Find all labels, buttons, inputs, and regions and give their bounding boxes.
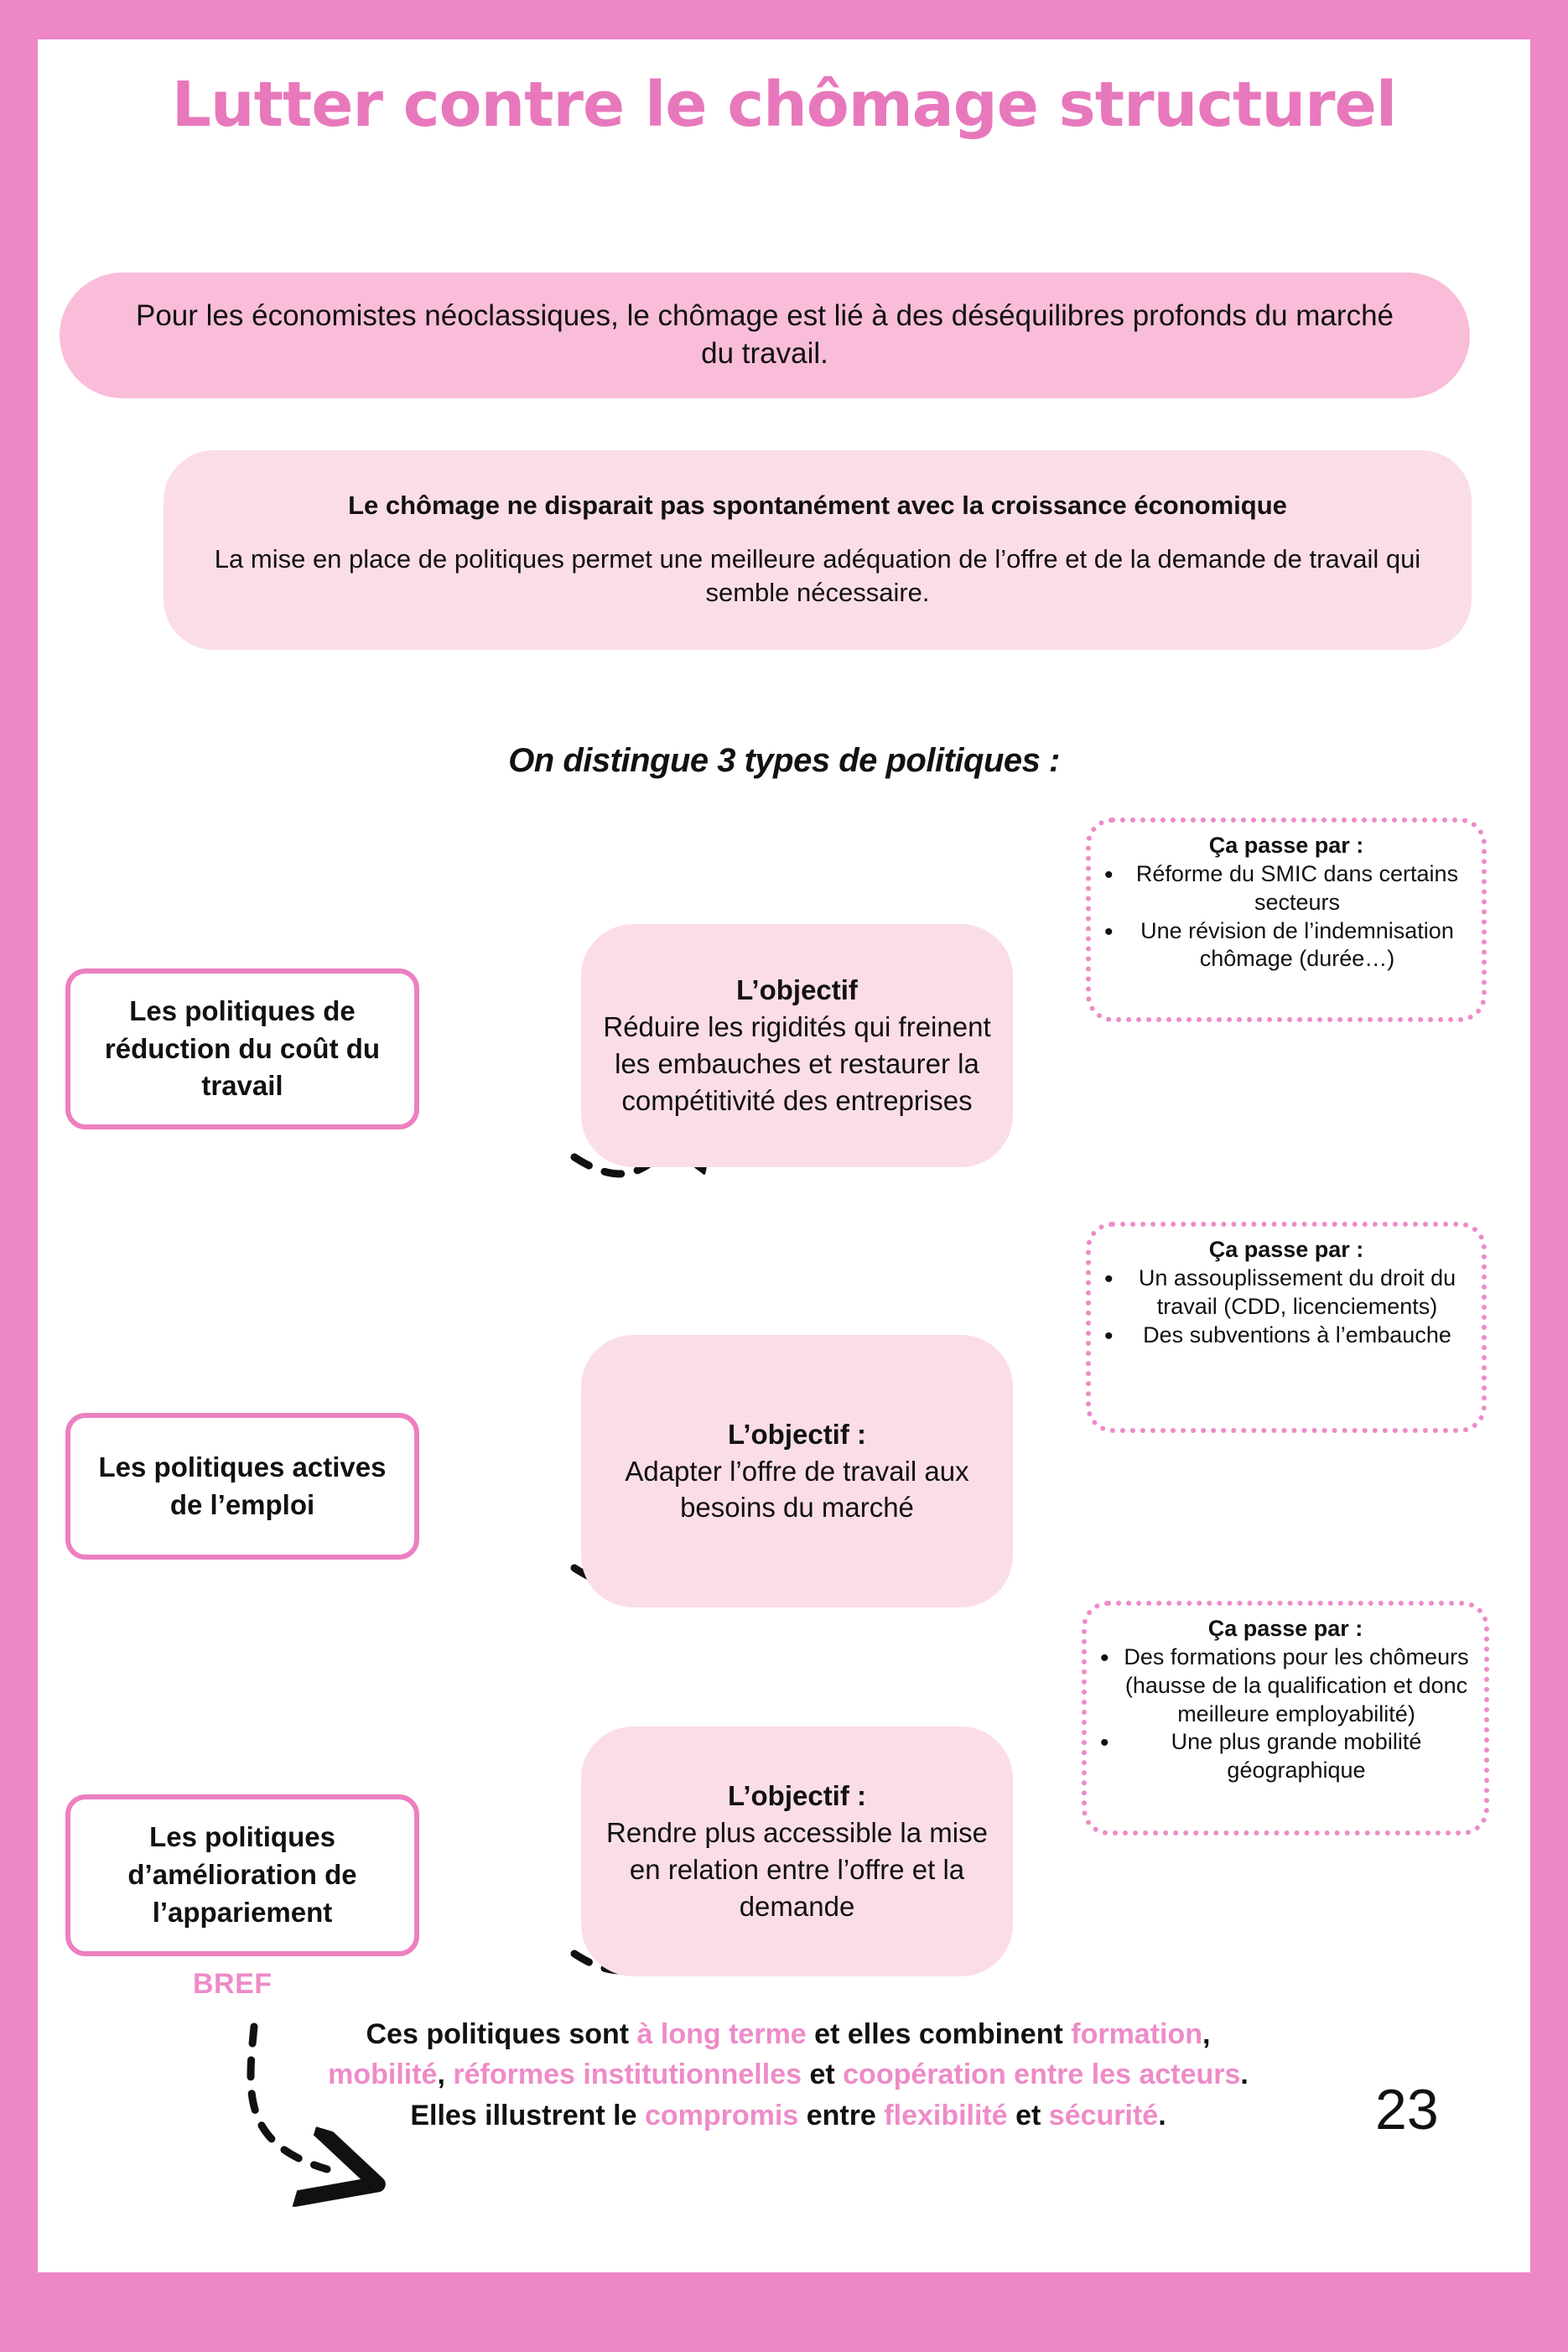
conclusion-plain: et [802, 2059, 844, 2091]
means-card-3[interactable] [1082, 1601, 1489, 1835]
means-card-1[interactable] [1086, 818, 1487, 1022]
conclusion-text [314, 2014, 1262, 2136]
bref-label: BREF [193, 1968, 273, 2000]
means-card-1-heading: Ça passe par : [1208, 833, 1364, 858]
policies-diagram [38, 39, 1530, 2272]
policy-card-1[interactable] [65, 968, 419, 1129]
conclusion-plain: entre [798, 2099, 885, 2131]
means-item: • Une plus grande mobilité géographique [1098, 1728, 1472, 1785]
means-card-3-heading: Ça passe par : [1207, 1616, 1363, 1641]
objective-card-3-heading: L’objectif : [728, 1780, 866, 1812]
conclusion-plain: , [1202, 2018, 1211, 2050]
conclusion-highlight: flexibilité [884, 2099, 1008, 2131]
means-item: • Des subventions à l’embauche [1103, 1321, 1470, 1350]
objective-card-1[interactable] [581, 924, 1013, 1167]
policy-card-1-label: Les politiques de réduction du coût du travail [104, 994, 381, 1102]
conclusion-highlight: mobilité [328, 2059, 438, 2091]
conclusion-highlight: formation [1071, 2018, 1203, 2050]
conclusion-plain: et [1007, 2099, 1049, 2131]
section-heading: On distingue 3 types de politiques : [508, 742, 1060, 779]
conclusion-plain: . [1158, 2099, 1166, 2131]
means-item: • Un assouplissement du droit du travail (CDD, licenciements) [1103, 1264, 1470, 1321]
conclusion-plain: et elles combinent [806, 2018, 1072, 2050]
means-card-2-list [1103, 1264, 1470, 1349]
intro-text: Pour les économistes néoclassiques, le chômage est lié à des déséquilibres profonds du marché du travail. [135, 299, 1394, 370]
means-card-2-heading: Ça passe par : [1208, 1237, 1364, 1262]
conclusion-highlight: à long terme [636, 2018, 807, 2050]
objective-card-1-text: Réduire les rigidités qui freinent les embauches et restaurer la compétitivité des entreprises [603, 1011, 991, 1116]
conclusion-highlight: compromis [644, 2099, 799, 2131]
means-card-2[interactable] [1086, 1222, 1487, 1433]
policy-card-3[interactable] [65, 1794, 419, 1956]
page-canvas [38, 39, 1530, 2272]
policy-card-2-label: Les politiques actives de l’emploi [98, 1451, 387, 1520]
objective-card-2[interactable] [581, 1335, 1013, 1607]
conclusion-plain: . Elles illustrent le [410, 2059, 1249, 2131]
page-number: 23 [1375, 2078, 1439, 2142]
page-title: Lutter contre le chômage structurel [171, 69, 1397, 141]
objective-card-3-text: Rendre plus accessible la mise en relation entre l’offre et la demande [606, 1817, 988, 1922]
conclusion-highlight: coopération entre les acteurs [843, 2059, 1241, 2091]
policy-card-2[interactable] [65, 1413, 419, 1560]
means-item: • Réforme du SMIC dans certains secteurs [1103, 860, 1470, 917]
means-card-3-list [1098, 1643, 1472, 1785]
means-item: • Une révision de l’indemnisation chômage (durée…) [1103, 917, 1470, 974]
conclusion-highlight: réformes institutionnelles [453, 2059, 802, 2091]
objective-card-1-heading: L’objectif [736, 974, 858, 1006]
policy-card-3-label: Les politiques d’amélioration de l’appariement [127, 1821, 357, 1928]
means-item: • Des formations pour les chômeurs (hausse de la qualification et donc meilleure employabilité) [1098, 1643, 1472, 1728]
objective-card-2-heading: L’objectif : [728, 1418, 866, 1450]
objective-card-2-text: Adapter l’offre de travail aux besoins du marché [625, 1455, 969, 1524]
secondary-headline: Le chômage ne disparait pas spontanément avec la croissance économique [348, 490, 1287, 520]
means-card-1-list [1103, 860, 1470, 974]
secondary-body: La mise en place de politiques permet une meilleure adéquation de l’offre et de la demande de travail qui semble nécessaire. [214, 543, 1421, 607]
conclusion-plain: , [437, 2059, 454, 2091]
conclusion-plain: Ces politiques sont [366, 2018, 637, 2050]
objective-card-3[interactable] [581, 1726, 1013, 1976]
conclusion-highlight: sécurité [1048, 2099, 1159, 2131]
